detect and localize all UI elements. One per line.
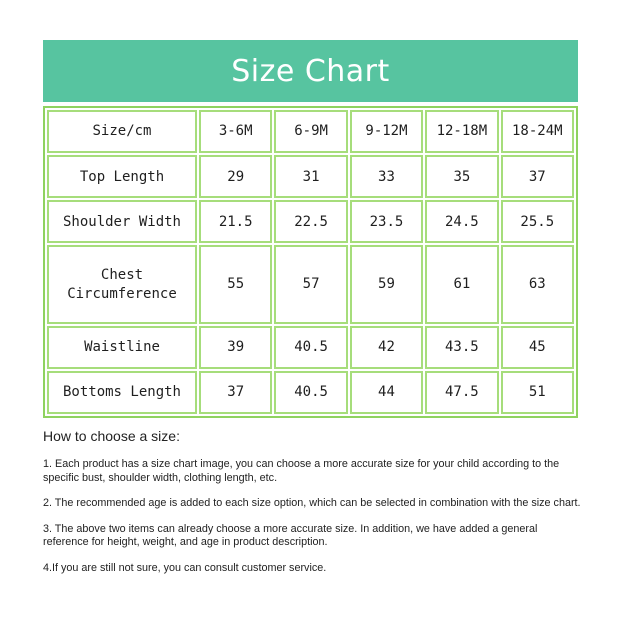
table-cell: 39 — [199, 326, 272, 369]
table-header-row — [47, 110, 574, 153]
table-cell: 22.5 — [274, 200, 347, 243]
row-label: Top Length — [47, 155, 197, 198]
notes-heading: How to choose a size: — [43, 428, 180, 444]
note-item: 2. The recommended age is added to each size option, which can be selected in combination with the size chart. — [43, 497, 581, 509]
table-cell: 45 — [501, 326, 574, 369]
table-cell: 24.5 — [425, 200, 498, 243]
table-cell: 29 — [199, 155, 272, 198]
table-row — [47, 371, 574, 414]
table-cell: 37 — [501, 155, 574, 198]
table-row — [47, 326, 574, 369]
row-label — [47, 245, 197, 323]
row-label: Shoulder Width — [47, 200, 197, 243]
table-cell: 35 — [425, 155, 498, 198]
header-cell: Size/cm — [47, 110, 197, 153]
table-cell: 33 — [350, 155, 423, 198]
row-label: Waistline — [47, 326, 197, 369]
note-item: 1. Each product has a size chart image, you can choose a more accurate size for your child according to the specific bust, shoulder width, clothing length, etc. — [43, 458, 560, 484]
size-guide-notes — [43, 428, 583, 587]
header-cell: 3-6M — [199, 110, 272, 153]
table-row — [47, 155, 574, 198]
table-cell: 61 — [425, 245, 498, 323]
header-cell: 12-18M — [425, 110, 498, 153]
table-cell: 57 — [274, 245, 347, 323]
table-cell: 63 — [501, 245, 574, 323]
table-row — [47, 200, 574, 243]
header-cell: 9-12M — [350, 110, 423, 153]
note-item: 4.If you are still not sure, you can consult customer service. — [43, 561, 327, 574]
size-chart-table — [43, 106, 578, 418]
table-cell: 21.5 — [199, 200, 272, 243]
table-cell: 55 — [199, 245, 272, 323]
table-cell: 25.5 — [501, 200, 574, 243]
note-item: 3. The above two items can already choose a more accurate size. In addition, we have added a general reference for height, weight, and age in product description. — [43, 522, 538, 548]
row-label: Bottoms Length — [47, 371, 197, 414]
page-title: Size Chart — [231, 53, 390, 89]
table-cell: 40.5 — [274, 326, 347, 369]
header-cell: 6-9M — [274, 110, 347, 153]
table-row — [47, 245, 574, 323]
table-cell: 23.5 — [350, 200, 423, 243]
table-cell: 44 — [350, 371, 423, 414]
table-cell: 42 — [350, 326, 423, 369]
table-cell: 51 — [501, 371, 574, 414]
header-cell: 18-24M — [501, 110, 574, 153]
table-cell: 40.5 — [274, 371, 347, 414]
table-cell: 43.5 — [425, 326, 498, 369]
table-cell: 59 — [350, 245, 423, 323]
table-cell: 31 — [274, 155, 347, 198]
row-label-line: Chest — [100, 267, 144, 284]
title-banner — [43, 40, 578, 102]
table-cell: 47.5 — [425, 371, 498, 414]
table-cell: 37 — [199, 371, 272, 414]
row-label-line: Circumference — [67, 285, 177, 302]
size-table — [45, 108, 576, 416]
